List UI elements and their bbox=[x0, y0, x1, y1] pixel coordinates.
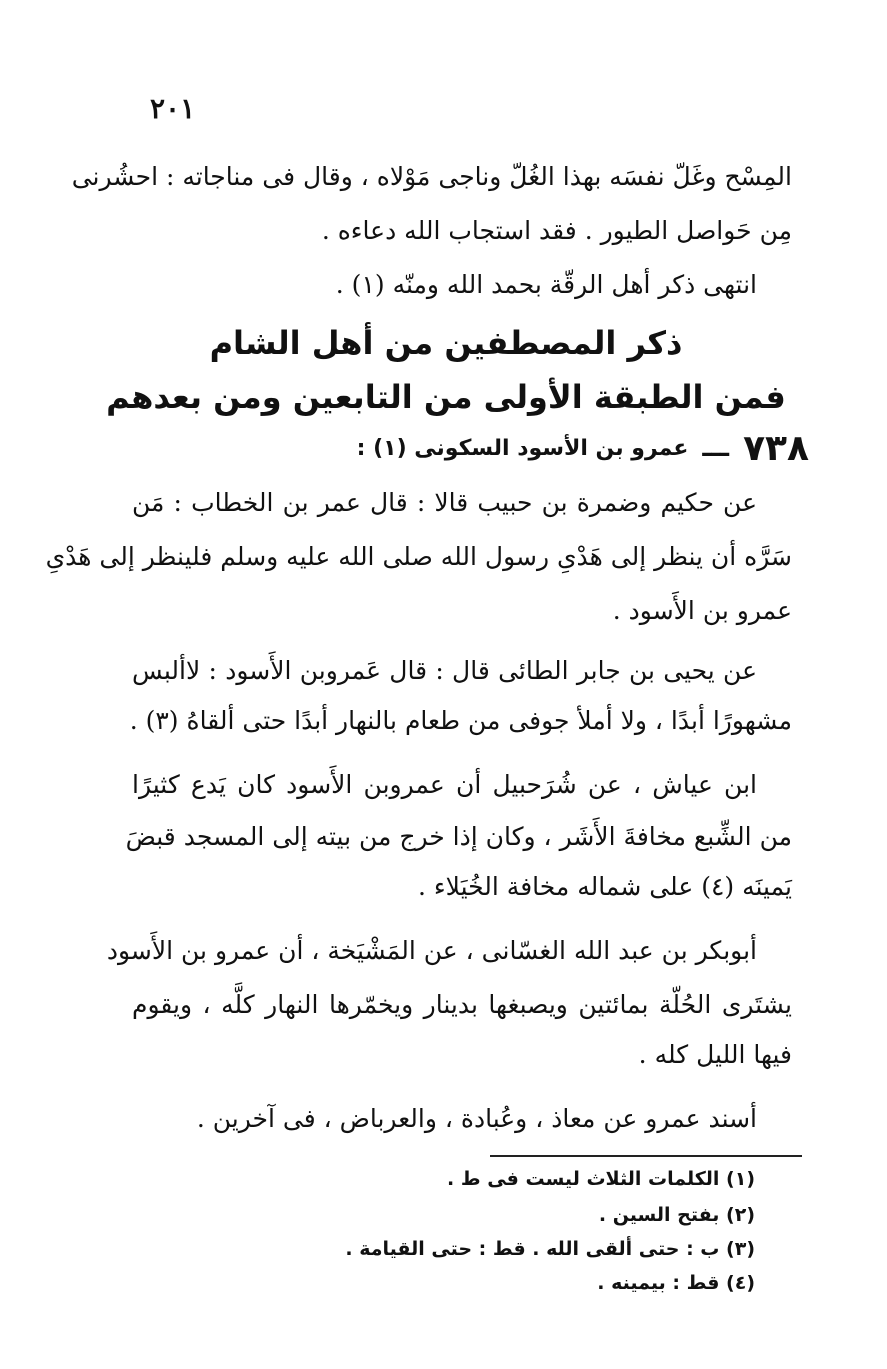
paragraph-1-line-1: عن حكيم وضمرة بن حبيب قالا : قال عمر بن الخطاب : مَن bbox=[132, 488, 757, 517]
entry-heading bbox=[357, 428, 809, 468]
entry-name: عمرو بن الأسود السكونى (١) : bbox=[356, 435, 689, 461]
paragraph-1-line-2: سَرَّه أن ينظر إلى هَدْىِ رسول الله صلى الله عليه وسلم فلينظر إلى هَدْىِ bbox=[45, 542, 792, 571]
footnote-1: (١) الكلمات الثلاث ليست فى ط . bbox=[447, 1168, 755, 1190]
entry-dash: ـــ bbox=[702, 433, 730, 463]
paragraph-1-line-3: عمرو بن الأَسود . bbox=[612, 596, 792, 625]
entry-number: ٧٣٨ bbox=[743, 427, 809, 469]
intro-line-1: المِسْح وغَلّ نفسَه بهذا الغُلّ وناجى مَوْلاه ، وقال فى مناجاته : احشُرنى bbox=[71, 162, 792, 191]
paragraph-2-line-2: مشهورًا أبدًا ، ولا أملأ جوفى من طعام بالنهار أبدًا حتى ألقاهُ (٣) . bbox=[129, 706, 792, 735]
paragraph-4-line-1: أبوبكر بن عبد الله الغسّانى ، عن المَشْيَخة ، أن عمرو بن الأَسود bbox=[106, 936, 757, 965]
paragraph-3-line-1: ابن عياش ، عن شُرَحبيل أن عمروبن الأَسود كان يَدع كثيرًا bbox=[132, 770, 757, 799]
footnote-2: (٢) بفتح السين . bbox=[598, 1204, 755, 1226]
paragraph-4-line-2: يشتَرى الحُلّة بمائتين ويصبغها بدينار ويخمّرها النهار كلَّه ، ويقوم bbox=[132, 990, 792, 1019]
footnote-divider bbox=[490, 1155, 802, 1157]
footnote-4: (٤) قط : بيمينه . bbox=[597, 1272, 755, 1294]
paragraph-4-line-3: فيها الليل كله . bbox=[638, 1040, 792, 1069]
footnote-3: (٣) ب : حتى ألقى الله . قط : حتى القيامة . bbox=[345, 1238, 755, 1260]
page-number: ٢٠١ bbox=[150, 92, 196, 125]
intro-line-3: انتهى ذكر أهل الرقّة بحمد الله ومنّه (١) . bbox=[335, 270, 757, 299]
section-heading-1: ذكر المصطفين من أهل الشام bbox=[209, 324, 683, 362]
intro-line-2: مِن حَواصل الطيور . فقد استجاب الله دعاءه . bbox=[321, 216, 792, 245]
paragraph-3-line-2: من الشِّبع مخافةَ الأَشَر ، وكان إذا خرج من بيته إلى المسجد قبضَ bbox=[125, 822, 792, 851]
paragraph-3-line-3: يَمينَه (٤) على شماله مخافة الخُيَلاء . bbox=[418, 872, 792, 901]
paragraph-5-line-1: أسند عمرو عن معاذ ، وعُبادة ، والعرباض ، فى آخرين . bbox=[196, 1104, 757, 1133]
section-heading-2: فمن الطبقة الأولى من التابعين ومن بعدهم bbox=[106, 378, 786, 416]
paragraph-2-line-1: عن يحيى بن جابر الطائى قال : قال عَمروبن الأَسود : لاألبس bbox=[132, 656, 757, 685]
